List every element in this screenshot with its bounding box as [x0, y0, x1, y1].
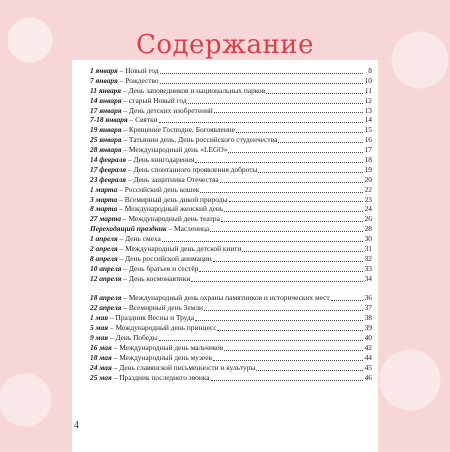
dot-leader [266, 93, 363, 94]
toc-entry-date: 2 апреля [90, 244, 118, 254]
toc-entry-label: – Международный день принцесс [108, 323, 217, 333]
toc-entry-date: 16 мая [90, 342, 112, 352]
toc-entry-title [90, 175, 219, 185]
toc-entry-page: 14 [364, 115, 372, 125]
toc-entry[interactable] [90, 373, 372, 383]
toc-entry-label: – Международный день охраны памятников и исторических мест [121, 293, 330, 303]
toc-entry[interactable] [90, 195, 372, 205]
dot-leader [242, 251, 363, 252]
toc-entry-title [90, 363, 255, 373]
dot-leader [258, 172, 363, 173]
toc-entry-label: – Международный день «LEGO» [121, 145, 228, 155]
toc-entry-date: 1 марта [90, 184, 118, 194]
table-of-contents [90, 66, 372, 383]
toc-entry[interactable] [90, 86, 372, 96]
toc-entry-page: 13 [364, 105, 372, 115]
toc-entry-title [90, 343, 223, 353]
toc-entry-page: 24 [364, 204, 372, 214]
toc-entry-title [90, 224, 209, 234]
toc-entry-title [90, 185, 199, 195]
toc-entry-date: 17 января [90, 105, 122, 115]
toc-entry[interactable] [90, 343, 372, 353]
page-title: Содержание [135, 30, 315, 60]
dot-leader [278, 142, 363, 143]
toc-entry-page: 34 [364, 273, 372, 283]
toc-entry-page: 18 [364, 155, 372, 164]
toc-entry-title [90, 115, 158, 125]
toc-entry[interactable] [90, 125, 372, 135]
toc-entry-page: 37 [364, 303, 372, 313]
toc-entry-label: – Всемирный день дикой природы [117, 194, 228, 204]
dot-leader [159, 122, 363, 123]
toc-entry-date: 5 мая [90, 323, 109, 333]
toc-entry[interactable] [90, 264, 372, 274]
toc-entry-date: 17 февраля [90, 164, 127, 174]
toc-entry-title [90, 165, 257, 175]
toc-entry[interactable] [90, 224, 372, 234]
toc-entry-label: – День детских изобретений [121, 105, 213, 115]
toc-entry-page: 11 [364, 85, 372, 95]
dot-leader [331, 300, 363, 301]
toc-entry-date: 10 апреля [90, 263, 122, 273]
toc-entry-label: – Международный день детской книги [117, 244, 242, 254]
toc-entry[interactable] [90, 165, 372, 175]
toc-entry-label: – Международный день мальчиков [111, 342, 224, 352]
toc-entry[interactable] [90, 313, 372, 323]
dot-leader [214, 112, 363, 113]
toc-entry-title [90, 135, 277, 145]
dot-leader [211, 380, 363, 381]
toc-entry-label: – Всемирный день Земли [121, 303, 203, 313]
toc-entry-date: 1 января [90, 65, 118, 75]
toc-entry-date: 19 января [90, 125, 122, 135]
toc-entry-page: 12 [364, 95, 372, 105]
dot-leader [160, 83, 363, 84]
toc-entry-label: – Праздник Весны и Труда [108, 313, 195, 323]
toc-entry-title [90, 155, 194, 165]
toc-entry-title [90, 66, 159, 76]
dot-leader [199, 271, 363, 272]
toc-entry-date: 12 апреля [90, 273, 122, 283]
toc-entry[interactable] [90, 323, 372, 333]
toc-entry-date: 11 января [90, 85, 122, 95]
toc-entry-title [90, 333, 158, 343]
toc-entry-date: 9 мая [90, 333, 109, 343]
toc-entry-label: – Татьянин день, День российского студенчества [121, 135, 278, 145]
toc-entry-label: – Международный день музеев [111, 352, 212, 362]
toc-entry-title [90, 96, 187, 106]
toc-entry-page: 19 [364, 164, 372, 174]
toc-entry-title [90, 254, 212, 264]
toc-entry[interactable] [90, 204, 372, 214]
toc-entry-date: 7-18 января [90, 115, 128, 125]
page-number: 4 [74, 420, 79, 431]
dot-leader [221, 221, 363, 222]
toc-entry[interactable] [90, 135, 372, 145]
dot-leader [195, 320, 363, 321]
toc-entry-page: 36 [364, 293, 372, 303]
toc-entry-page: 10 [364, 75, 372, 85]
toc-entry-title [90, 125, 235, 135]
toc-entry-page: 16 [364, 135, 372, 145]
dot-leader [204, 310, 363, 311]
dot-leader [159, 340, 363, 341]
dot-leader [191, 281, 363, 282]
toc-entry-label: – старый Новый год [121, 95, 187, 105]
toc-entry[interactable] [90, 244, 372, 254]
toc-entry-date: 14 января [90, 95, 122, 105]
toc-entry-label: – День российской анимации [117, 253, 212, 263]
toc-entry-date: 8 апреля [90, 253, 118, 263]
toc-entry-label: – День спонтанного проявления доброты [126, 164, 258, 174]
toc-entry-date: Переходящий праздник [90, 224, 167, 234]
dot-leader [188, 103, 363, 104]
toc-entry-date: 25 января [90, 135, 122, 145]
toc-entry-date: 18 апреля [90, 293, 122, 303]
dot-leader [256, 370, 363, 371]
toc-entry-label: – День книгодарения [126, 155, 195, 164]
toc-entry[interactable] [90, 96, 372, 106]
toc-entry[interactable] [90, 254, 372, 264]
toc-entry-title [90, 204, 223, 214]
dot-leader [229, 201, 363, 202]
toc-entry-page: 15 [364, 125, 372, 135]
toc-entry[interactable] [90, 185, 372, 195]
dot-leader [224, 211, 363, 212]
toc-entry-title [90, 313, 194, 323]
toc-entry-page: 42 [364, 342, 372, 352]
toc-entry[interactable] [90, 76, 372, 86]
toc-entry-date: 8 марта [90, 204, 118, 214]
toc-entry[interactable] [90, 333, 372, 343]
toc-entry-date: 1 апреля [90, 234, 118, 244]
dot-leader [213, 360, 363, 361]
toc-entry-page: 22 [364, 184, 372, 194]
toc-entry-title [90, 106, 213, 116]
toc-entry-title [90, 234, 161, 244]
toc-entry-date: 1 мая [90, 313, 109, 323]
toc-entry-date: 14 февраля [90, 155, 127, 164]
toc-entry-page: 40 [364, 333, 372, 343]
dot-leader [200, 192, 363, 193]
toc-entry-page: 38 [364, 313, 372, 323]
dot-leader [228, 152, 363, 153]
toc-entry[interactable] [90, 353, 372, 363]
toc-entry-label: – Святки [127, 115, 158, 125]
toc-entry-page: 45 [364, 362, 372, 372]
toc-entry-page: 8 [368, 65, 372, 75]
toc-entry-title [90, 373, 210, 383]
toc-entry-label: – Праздник последнего звонка [111, 372, 210, 382]
dot-leader [213, 261, 363, 262]
toc-entry-page: 44 [364, 352, 372, 362]
toc-entry-date: 24 мая [90, 362, 112, 372]
toc-entry-label: – День космонавтики [121, 273, 191, 283]
toc-entry-date: 28 января [90, 145, 122, 155]
toc-entry-page: 20 [364, 174, 372, 184]
dot-leader [236, 132, 363, 133]
toc-entry-page: 46 [364, 372, 372, 382]
toc-entry-date: 23 февраля [90, 174, 127, 184]
toc-entry-label: – Российский день кошек [117, 184, 200, 194]
toc-entry-page: 26 [364, 214, 372, 224]
toc-entry-title [90, 264, 198, 274]
toc-entry-label: – Новый год [117, 65, 159, 75]
toc-entry-page: 31 [364, 244, 372, 254]
toc-entry-label: – Международный день театра [121, 214, 220, 224]
dot-leader [224, 350, 363, 351]
toc-entry-page: 28 [364, 224, 372, 234]
toc-entry-title [90, 303, 203, 313]
toc-entry[interactable] [90, 155, 372, 165]
toc-entry-label: – День славянской письменности и культуры [111, 362, 256, 372]
toc-entry-date: 22 апреля [90, 303, 122, 313]
toc-entry-label: – День Победы [108, 333, 158, 343]
toc-entry-date: 25 мая [90, 372, 112, 382]
toc-entry[interactable] [90, 303, 372, 313]
toc-entry-label: – День защитника Отечества [126, 174, 219, 184]
toc-entry-label: – День братьев и сестёр [121, 263, 199, 273]
toc-entry-title [90, 145, 227, 155]
toc-entry-label: – Масленица [166, 224, 210, 234]
toc-entry-page: 39 [364, 323, 372, 333]
toc-entry-title [90, 214, 220, 224]
toc-entry-label: – Международный женский день [117, 204, 224, 214]
toc-entry-title [90, 195, 228, 205]
dot-leader [220, 182, 363, 183]
toc-entry[interactable] [90, 284, 372, 304]
toc-entry-date: 18 мая [90, 352, 112, 362]
toc-entry-title [90, 244, 241, 254]
dot-leader [195, 162, 363, 163]
dot-leader [162, 241, 363, 242]
toc-entry-page: 17 [364, 145, 372, 155]
toc-entry-title [90, 353, 212, 363]
toc-entry-title [90, 274, 190, 284]
toc-entry[interactable] [90, 145, 372, 155]
toc-entry-date: 7 января [90, 75, 118, 85]
toc-entry-label: – Рождество [117, 75, 159, 85]
toc-entry[interactable] [90, 106, 372, 116]
toc-entry[interactable] [90, 234, 372, 244]
toc-entry-label: – День смеха [117, 234, 161, 244]
toc-entry-title [90, 323, 216, 333]
toc-entry-page: 32 [364, 253, 372, 263]
dot-leader [210, 231, 363, 232]
toc-entry-title [90, 293, 330, 303]
toc-entry[interactable] [90, 274, 372, 284]
toc-entry-page: 23 [364, 194, 372, 204]
toc-entry[interactable] [90, 115, 372, 125]
dot-leader [160, 73, 363, 74]
toc-entry-date: 3 марта [90, 194, 118, 204]
toc-entry-date: 27 марта [90, 214, 122, 224]
toc-entry-page: 33 [364, 263, 372, 273]
toc-entry[interactable] [90, 214, 372, 224]
toc-entry[interactable] [90, 175, 372, 185]
toc-entry-title [90, 76, 159, 86]
toc-entry-page: 30 [364, 234, 372, 244]
dot-leader [217, 330, 363, 331]
toc-entry[interactable] [90, 363, 372, 373]
toc-entry-title [90, 86, 265, 96]
toc-entry[interactable] [90, 66, 372, 76]
toc-entry-label: – День заповедников и национальных парков [121, 85, 266, 95]
toc-entry-label: – Крещение Господне, Богоявление [121, 125, 236, 135]
